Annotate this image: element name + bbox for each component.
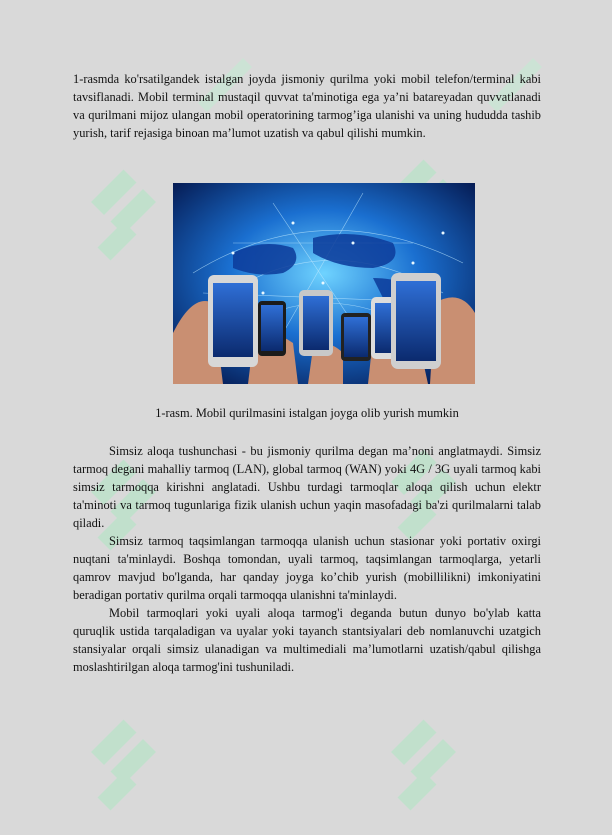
body-paragraph: Simsiz tarmoq taqsimlangan tarmoqqa ulanish uchun stasionar yoki portativ oxirgi nuqtani ta'minlaydi. Boshqa tomondan, uyali tarmoq, taqsimlangan tarmoqlarga, yetarli qamrov mavjud bo'lganda, har qanday joyga ko’chib yurish (mobillilikni) imkoniyatini beradigan portativ qurilma orqali tarmoqqa ulanishni ta'minlaydi. xyxy=(73,534,541,602)
body-paragraph: Simsiz aloqa tushunchasi - bu jismoniy qurilma degan ma’noni anglatmaydi. Simsiz tarmoq degani mahalliy tarmoq (LAN), global tarmoq (WAN) yoki 4G / 3G uyali tarmoq kabi simsiz tarmoqqa kirishni anglatadi. Ushbu turdagi tarmoqlar aloqa qilish uchun elektr ta'minoti va tarmoq tugunlariga fizik ulanish uchun yaqin masofadagi ba'zi qurilmalarni talab qiladi. xyxy=(73,444,541,530)
body-paragraph: Mobil tarmoqlari yoki uyali aloqa tarmog'i deganda butun dunyo bo'ylab katta quruqlik ustida tarqaladigan va uyalar yoki tayanch stantsiyalari deb nomlanuvchi uzatgich stansiyalar orqali simsiz ulanadigan va multimediali ma’lumotlarni uzatish/qabul qilishga moslashtirilgan aloqa tarmog'ini tushuniladi. xyxy=(73,606,541,674)
intro-paragraph-block xyxy=(73,70,541,142)
figure-mobile-globe-image xyxy=(173,183,475,384)
watermark-logo xyxy=(78,700,208,830)
figure-caption: 1-rasm. Mobil qurilmasini istalgan joyga olib yurish mumkin xyxy=(155,406,459,420)
watermark-logo xyxy=(378,700,508,830)
intro-paragraph: 1-rasmda ko'rsatilgandek istalgan joyda jismoniy qurilma yoki mobil telefon/terminal kabi tavsiflanadi. Mobil terminal mustaqil quvvat ta'minotiga ega ya’ni batareyadan quvvatlanadi va qurilmani mijoz ulangan mobil operatorining tarmog’iga ulanishi va uning hududda tashib yurish, tarif rejasiga binoan ma’lumot uzatish va qabul qilishi mumkin. xyxy=(73,72,541,140)
body-paragraphs xyxy=(73,442,541,676)
